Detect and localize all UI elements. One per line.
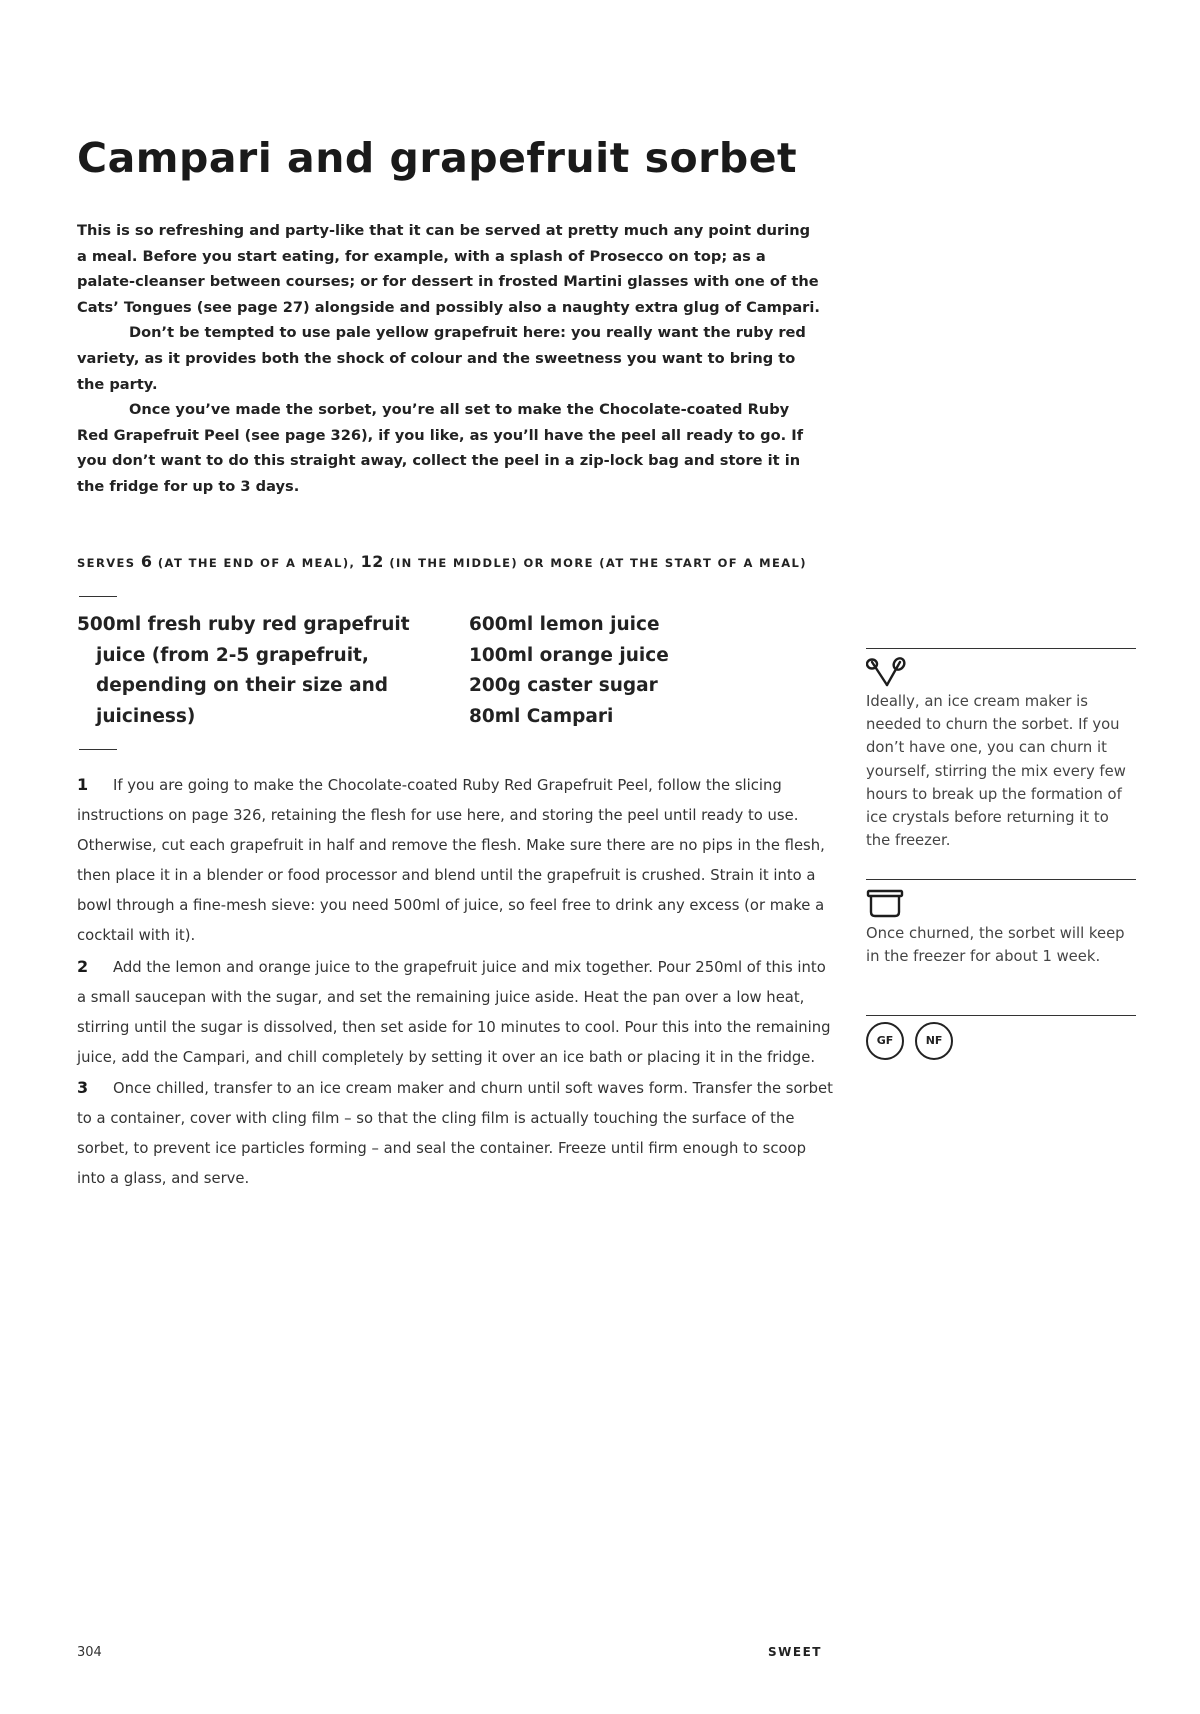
method-step	[77, 770, 837, 952]
ingredient-item-continued: depending on their size and	[96, 675, 388, 696]
sidebar-divider	[866, 879, 1136, 880]
page-number: 304	[77, 1645, 102, 1660]
recipe-title: Campari and grapefruit sorbet	[77, 134, 798, 182]
method-steps	[77, 770, 837, 1194]
step-text: Once chilled, transfer to an ice cream maker and churn until soft waves form. Transfer the sorbet to a container, cover with cling film – so that the cling film is actually touching the surface of the sorbet, to prevent ice particles forming – and seal the container. Freeze until firm enough to scoop into a glass, and serve.	[77, 1079, 833, 1188]
tip-text: Ideally, an ice cream maker is needed to churn the sorbet. If you don’t have one, you can churn it yourself, stirring the mix every few hours to break up the formation of ice crystals before returning it to the freezer.	[866, 693, 1126, 850]
ingredient-item: 600ml lemon juice	[469, 614, 660, 635]
ingredient-item: 500ml fresh ruby red grapefruit	[77, 614, 410, 635]
whisk-icon	[866, 656, 906, 694]
ingredient-item: 200g caster sugar	[469, 675, 658, 696]
ingredients-column-right	[469, 610, 769, 732]
ingredient-item: 80ml Campari	[469, 705, 614, 727]
section-name: SWEET	[768, 1645, 822, 1659]
sidebar-divider	[866, 648, 1136, 649]
divider	[79, 749, 117, 750]
gluten-free-badge: GF	[866, 1022, 904, 1060]
intro-paragraph: Don’t be tempted to use pale yellow grapefruit here: you really want the ruby red variety, as it provides both the shock of colour and the sweetness you want to bring to the party.	[77, 324, 806, 393]
ingredient-item-continued: juice (from 2-5 grapefruit,	[96, 644, 369, 666]
serves-count-end: 6	[140, 552, 153, 571]
serves-count-middle: 12	[360, 552, 384, 571]
serves-line	[77, 552, 807, 571]
step-text: Add the lemon and orange juice to the grapefruit juice and mix together. Pour 250ml of this into a small saucepan with the sugar, and set the remaining juice aside. Heat the pan over a low heat, stirring until the sugar is dissolved, then set aside for 10 minutes to cool. Pour this into the remaining juice, add the Campari, and chill completely by setting it over an ice bath or placing it in the fridge.	[77, 958, 831, 1066]
intro-paragraph: This is so refreshing and party-like that it can be served at pretty much any point during a meal. Before you start eating, for example, with a splash of Prosecco on top; as a palate-cleanser between courses; or for dessert in frosted Martini glasses with one of the Cats’ Tongues (see page 27) alongside and possibly also a naughty extra glug of Campari.	[77, 222, 820, 316]
method-step	[77, 952, 837, 1073]
sidebar-tip	[866, 690, 1136, 852]
step-number: 3	[77, 1077, 89, 1097]
serves-note-rest: (IN THE MIDDLE) OR MORE (AT THE START OF A MEAL)	[389, 556, 807, 570]
container-icon	[866, 888, 906, 924]
nut-free-badge: NF	[915, 1022, 953, 1060]
step-text: If you are going to make the Chocolate-coated Ruby Red Grapefruit Peel, follow the slicing instructions on page 326, retaining the flesh for use here, and storing the peel until ready to use. Otherwise, cut each grapefruit in half and remove the flesh. Make sure there are no pips in the flesh, then place it in a blender or food processor and blend until the grapefruit is crushed. Strain it into a bowl through a fine-mesh sieve: you need 500ml of juice, so feel free to drink any excess (or make a cocktail with it).	[77, 777, 825, 945]
step-number: 2	[77, 956, 89, 976]
sidebar-storage	[866, 922, 1136, 968]
diet-badges	[866, 1022, 959, 1060]
ingredients-column-left	[77, 610, 437, 732]
serves-label: SERVES	[77, 556, 136, 570]
method-step	[77, 1073, 837, 1194]
storage-text: Once churned, the sorbet will keep in the freezer for about 1 week.	[866, 925, 1125, 966]
step-number: 1	[77, 775, 89, 794]
ingredient-item: 100ml orange juice	[469, 644, 669, 666]
divider	[79, 596, 117, 597]
serves-note-end: (AT THE END OF A MEAL),	[157, 556, 356, 570]
ingredient-item-continued: juiciness)	[96, 705, 196, 727]
sidebar-divider	[866, 1015, 1136, 1016]
intro-paragraph: Once you’ve made the sorbet, you’re all set to make the Chocolate-coated Ruby Red Grapefruit Peel (see page 326), if you like, as you’ll have the peel all ready to go. If you don’t want to do this straight away, collect the peel in a zip-lock bag and store it in the fridge for up to 3 days.	[77, 401, 804, 495]
recipe-intro	[77, 218, 822, 500]
